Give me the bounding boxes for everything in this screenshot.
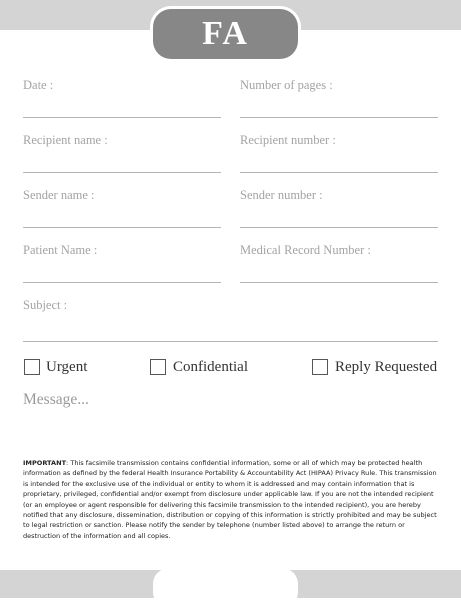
pages-label: Number of pages : <box>240 78 333 92</box>
patient-name-label: Patient Name : <box>23 243 98 257</box>
reply-requested-checkbox[interactable] <box>312 359 328 375</box>
footer-tab <box>153 568 298 608</box>
medical-record-field[interactable] <box>240 282 438 283</box>
subject-label: Subject : <box>23 298 68 312</box>
notice-text: : This facsimile transmission contains confidential information, some or all of which may be protected health information as defined by the federal Health Insurance Portability & Accountability Act (HIPAA) Privacy Rule. This transmission is intended for the exclusive use of the individual or entity to whom it is addressed and may contain information that is proprietary, privileged, confidential and/or exempt from disclosure under applicable law. If you are not the intended recipient (or an employee or agent responsible for delivering this facsimile transmission to the intended recipient), you are hereby notified that any disclosure, dissemination, distribution or copying of this information is strictly prohibited and may be subject to legal restriction or sanction. Please notify the sender by telephone (number listed above) to arrange the return or destruction of the information and all copies. <box>23 459 437 540</box>
recipient-name-label: Recipient name : <box>23 133 108 147</box>
date-field[interactable] <box>23 117 221 118</box>
recipient-name-field[interactable] <box>23 172 221 173</box>
sender-number-field[interactable] <box>240 227 438 228</box>
confidential-checkbox[interactable] <box>150 359 166 375</box>
sender-name-field[interactable] <box>23 227 221 228</box>
confidential-label: Confidential <box>173 359 248 375</box>
patient-name-field[interactable] <box>23 282 221 283</box>
sender-number-label: Sender number : <box>240 188 323 202</box>
sender-name-label: Sender name : <box>23 188 95 202</box>
urgent-checkbox[interactable] <box>24 359 40 375</box>
subject-field[interactable] <box>23 341 438 342</box>
date-label: Date : <box>23 78 54 92</box>
notice-heading: IMPORTANT <box>23 459 67 467</box>
recipient-number-field[interactable] <box>240 172 438 173</box>
confidentiality-notice <box>23 458 443 541</box>
header-tab <box>153 9 298 59</box>
reply-requested-label: Reply Requested <box>335 359 438 375</box>
medical-record-label: Medical Record Number : <box>240 243 371 257</box>
urgent-label: Urgent <box>46 359 88 375</box>
recipient-number-label: Recipient number : <box>240 133 336 147</box>
form-title: FA <box>202 15 249 52</box>
message-area[interactable]: Message... <box>23 391 89 408</box>
pages-field[interactable] <box>240 117 438 118</box>
